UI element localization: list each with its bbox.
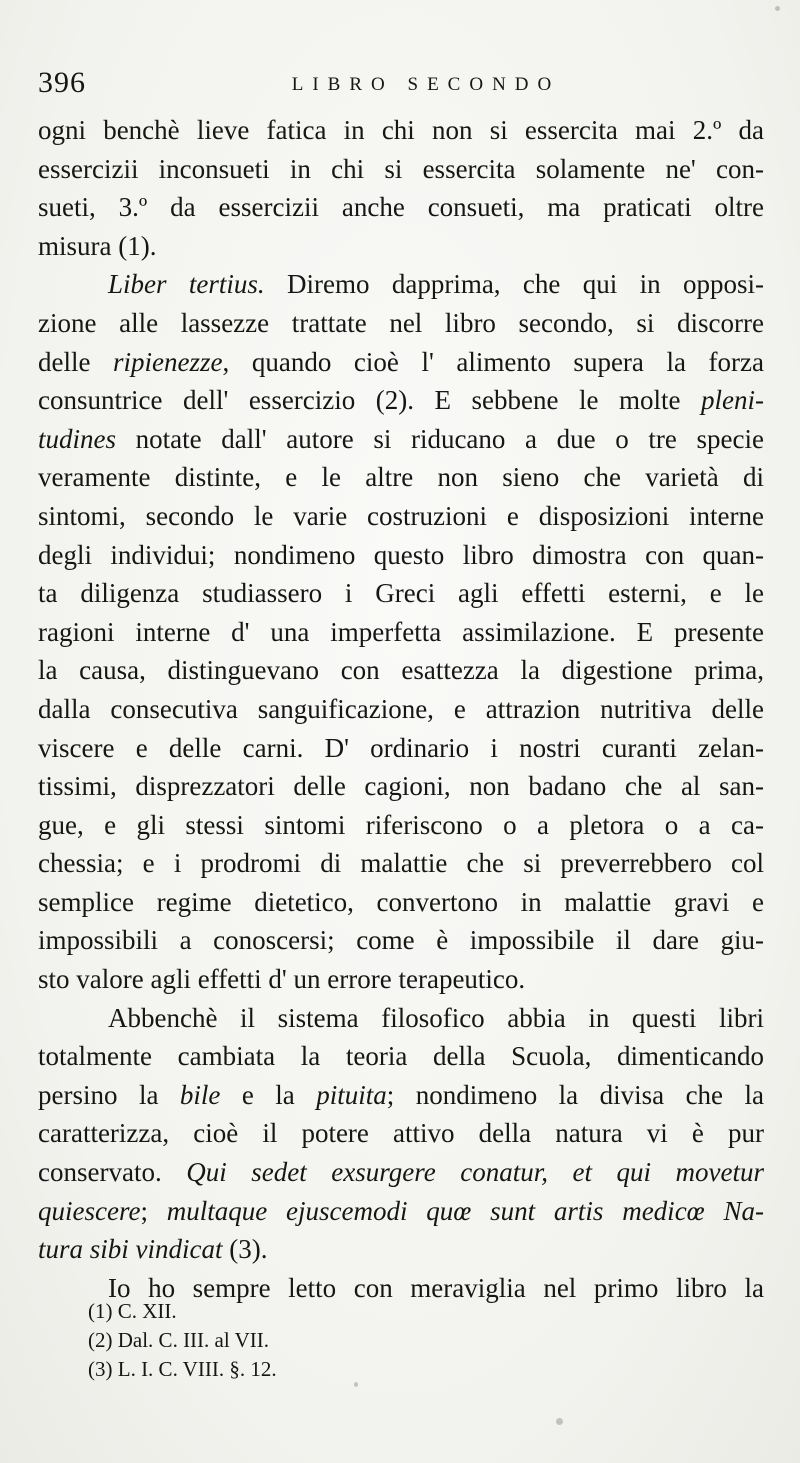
text-line bbox=[38, 767, 764, 806]
text-line bbox=[38, 690, 764, 729]
text-line bbox=[38, 497, 764, 536]
text-line bbox=[38, 343, 764, 382]
text-line bbox=[38, 960, 764, 999]
text-run: semplice regime dietetico, convertono in malattie gravi e bbox=[38, 886, 764, 917]
text-line bbox=[38, 420, 764, 459]
text-run: impossibili a conoscersi; come è impossibile il dare giu- bbox=[38, 925, 764, 956]
text-line bbox=[38, 1037, 764, 1076]
text-line bbox=[38, 729, 764, 768]
text-line bbox=[38, 1114, 764, 1153]
text-line bbox=[38, 806, 764, 845]
text-run: pleni- bbox=[701, 385, 764, 416]
text-run: degli individui; nondimeno questo libro dimostra con quan- bbox=[38, 539, 764, 570]
text-line bbox=[38, 651, 764, 690]
paper-speck bbox=[354, 1382, 358, 1387]
text-line bbox=[38, 1076, 764, 1115]
text-line bbox=[38, 227, 764, 266]
text-line bbox=[38, 188, 764, 227]
text-run: zione alle lassezze trattate nel libro secondo, si discorre bbox=[38, 307, 764, 338]
footnote: (3) L. I. C. VIII. §. 12. bbox=[88, 1357, 277, 1381]
text-run: caratterizza, cioè il potere attivo della natura vi è pur bbox=[38, 1118, 764, 1149]
paper-speck bbox=[775, 6, 780, 11]
text-line bbox=[38, 381, 764, 420]
text-run: tissimi, disprezzatori delle cagioni, non badano che al san- bbox=[38, 771, 764, 802]
text-run: Diremo dapprima, che qui in opposi- bbox=[264, 269, 764, 300]
text-run: (3). bbox=[222, 1234, 268, 1265]
text-run: ogni benchè lieve fatica in chi non si essercita mai 2.º da bbox=[38, 115, 764, 145]
text-run: viscere e delle carni. D' ordinario i nostri curanti zelan- bbox=[38, 732, 764, 763]
text-line bbox=[38, 844, 764, 883]
text-line bbox=[38, 999, 764, 1038]
text-line bbox=[38, 883, 764, 922]
text-run: persino la bbox=[38, 1079, 180, 1110]
footnote: (1) C. XII. bbox=[88, 1299, 177, 1323]
text-run: ; bbox=[140, 1195, 167, 1226]
text-run: ragioni interne d' una imperfetta assimilazione. E presente bbox=[38, 616, 764, 647]
text-line bbox=[38, 921, 764, 960]
text-line bbox=[38, 1153, 764, 1192]
text-run: tura sibi vindicat bbox=[38, 1234, 223, 1265]
text-run: veramente distinte, e le altre non sieno che varietà di bbox=[38, 462, 764, 493]
text-run: notate dall' autore si riducano a due o tre specie bbox=[116, 423, 764, 454]
page-header bbox=[38, 66, 764, 106]
text-line bbox=[38, 304, 764, 343]
text-run: Abbenchè il sistema filosofico abbia in questi libri bbox=[108, 1002, 764, 1033]
paper-speck bbox=[556, 1418, 563, 1425]
text-line bbox=[38, 613, 764, 652]
text-line bbox=[38, 1230, 764, 1269]
text-run: Liber tertius. bbox=[108, 269, 265, 300]
text-line bbox=[38, 458, 764, 497]
text-run: consuntrice dell' essercizio (2). E sebbene le molte bbox=[38, 385, 702, 416]
text-line bbox=[38, 536, 764, 575]
text-run: misura (1). bbox=[38, 230, 157, 261]
text-run: Io ho sempre letto con meraviglia nel primo libro la bbox=[108, 1272, 764, 1303]
running-title: LIBRO SECONDO bbox=[291, 74, 561, 95]
text-run: sueti, 3.º da essercizii anche consueti, ma praticati oltre bbox=[38, 192, 764, 223]
text-run: delle bbox=[38, 346, 114, 377]
text-run: sto valore agli effetti d' un errore terapeutico. bbox=[38, 964, 526, 995]
text-line bbox=[38, 265, 764, 304]
text-line bbox=[38, 150, 764, 189]
text-run: gue, e gli stessi sintomi riferiscono o a pletora o a ca- bbox=[38, 809, 764, 840]
text-run: multaque ejuscemodi quœ sunt artis medicœ Na- bbox=[166, 1195, 764, 1226]
text-run: bile bbox=[179, 1079, 221, 1110]
text-run: pituita bbox=[316, 1079, 387, 1110]
page-number: 396 bbox=[38, 66, 86, 99]
text-run: totalmente cambiata la teoria della Scuola, dimenticando bbox=[38, 1041, 764, 1072]
text-run: tudines bbox=[38, 423, 116, 454]
footnote: (2) Dal. C. III. al VII. bbox=[88, 1328, 269, 1352]
text-run: dalla consecutiva sanguificazione, e attrazion nutritiva delle bbox=[38, 693, 764, 724]
text-run: quiescere bbox=[38, 1195, 141, 1226]
text-run: essercizii inconsueti in chi si essercita solamente ne' con- bbox=[38, 153, 764, 184]
text-run: ta diligenza studiassero i Greci agli effetti esterni, e le bbox=[38, 578, 764, 609]
text-line bbox=[38, 111, 764, 150]
text-run: conservato. bbox=[38, 1157, 187, 1188]
body-text bbox=[38, 111, 764, 1307]
text-run: la causa, distinguevano con esattezza la digestione prima, bbox=[38, 655, 764, 686]
text-run: , quando cioè l' alimento supera la forza bbox=[222, 346, 764, 377]
text-run: ; nondimeno la divisa che la bbox=[386, 1079, 764, 1110]
text-run: sintomi, secondo le varie costruzioni e disposizioni interne bbox=[38, 500, 764, 531]
text-run: e la bbox=[220, 1079, 317, 1110]
text-run: chessia; e i prodromi di malattie che si preverrebbero col bbox=[38, 848, 764, 879]
text-line bbox=[38, 574, 764, 613]
footnotes bbox=[88, 1297, 488, 1384]
text-line bbox=[38, 1192, 764, 1231]
text-run: ripienezze bbox=[113, 346, 223, 377]
text-run: Qui sedet exsurgere conatur, et qui movetur bbox=[186, 1157, 764, 1188]
